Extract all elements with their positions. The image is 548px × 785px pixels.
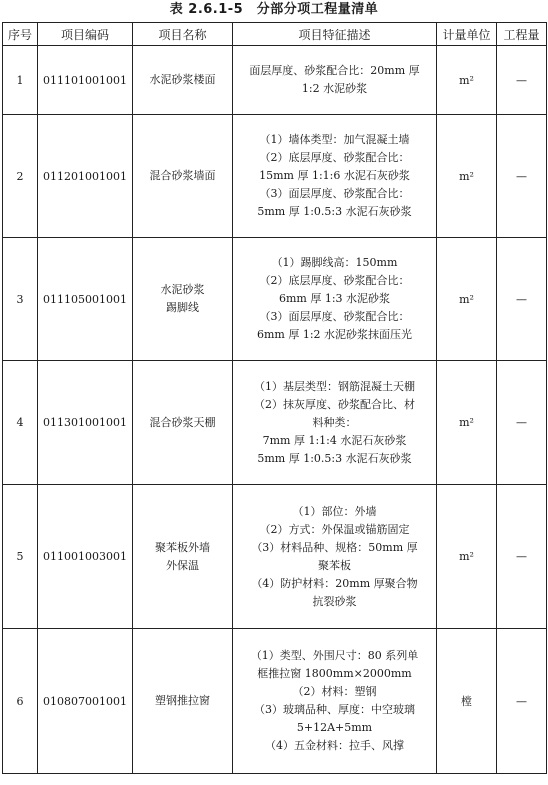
cell-name bbox=[133, 238, 233, 361]
cell-name bbox=[133, 485, 233, 629]
cell-no: 2 bbox=[3, 115, 38, 238]
cell-no: 5 bbox=[3, 485, 38, 629]
name-line: 塑钢推拉窗 bbox=[155, 694, 210, 707]
name-line: 踢脚线 bbox=[166, 301, 199, 314]
cell-desc bbox=[233, 238, 437, 361]
desc-line: （4）防护材料：20mm 厚聚合物 bbox=[251, 576, 418, 590]
table-title: 表 2.6.1-5 分部分项工程量清单 bbox=[169, 2, 379, 17]
name-line: 水泥砂浆 bbox=[160, 283, 205, 296]
desc-line: （2）底层厚度、砂浆配合比： bbox=[259, 151, 410, 164]
cell-no: 4 bbox=[3, 361, 38, 485]
cell-qty: — bbox=[497, 238, 547, 361]
table-row bbox=[3, 46, 547, 115]
header-name: 项目名称 bbox=[133, 23, 233, 46]
desc-line: 6mm 厚 1:3 水泥砂浆 bbox=[278, 292, 391, 305]
cell-qty: — bbox=[497, 46, 547, 115]
header-row bbox=[3, 23, 547, 46]
cell-qty: — bbox=[497, 361, 547, 485]
desc-line: 7mm 厚 1:1:4 水泥石灰砂浆 bbox=[262, 433, 407, 447]
cell-unit: m² bbox=[437, 238, 497, 361]
table-row bbox=[3, 238, 547, 361]
desc-line: 5mm 厚 1:0.5:3 水泥石灰砂浆 bbox=[257, 205, 412, 218]
desc-line: （2）方式：外保温或锚筋固定 bbox=[259, 522, 410, 536]
name-line: 混合砂浆墙面 bbox=[149, 169, 216, 182]
desc-line: 1:2 水泥砂浆 bbox=[301, 82, 368, 95]
cell-code: 011301001001 bbox=[38, 361, 133, 485]
cell-desc bbox=[233, 485, 437, 629]
cell-no: 3 bbox=[3, 238, 38, 361]
cell-unit: m² bbox=[437, 361, 497, 485]
cell-name bbox=[133, 361, 233, 485]
header-unit: 计量单位 bbox=[437, 23, 497, 46]
desc-line: 料种类： bbox=[312, 415, 357, 429]
desc-line: 5mm 厚 1:0.5:3 水泥石灰砂浆 bbox=[257, 451, 412, 465]
name-line: 外保温 bbox=[166, 558, 199, 572]
cell-desc bbox=[233, 115, 437, 238]
cell-code: 011101001001 bbox=[38, 46, 133, 115]
cell-qty: — bbox=[497, 485, 547, 629]
desc-line: （2）材料：塑钢 bbox=[292, 685, 377, 698]
header-desc: 项目特征描述 bbox=[233, 23, 437, 46]
cell-unit: m² bbox=[437, 485, 497, 629]
cell-code: 011105001001 bbox=[38, 238, 133, 361]
desc-line: （3）材料品种、规格：50mm 厚 bbox=[251, 540, 418, 554]
table-row bbox=[3, 485, 547, 629]
desc-line: 抗裂砂浆 bbox=[312, 594, 357, 608]
cell-name bbox=[133, 629, 233, 774]
cell-unit: m² bbox=[437, 115, 497, 238]
cell-unit: m² bbox=[437, 46, 497, 115]
cell-code: 011001003001 bbox=[38, 485, 133, 629]
desc-line: 5+12A+5mm bbox=[296, 721, 373, 734]
cell-name bbox=[133, 115, 233, 238]
table-row bbox=[3, 361, 547, 485]
desc-line: （1）类型、外围尺寸：80 系列单 bbox=[250, 649, 419, 662]
desc-line: 聚苯板 bbox=[318, 558, 351, 572]
cell-qty: — bbox=[497, 629, 547, 774]
desc-line: （2）抹灰厚度、砂浆配合比、材 bbox=[254, 397, 415, 411]
desc-line: 框推拉窗 1800mm×2000mm bbox=[257, 667, 412, 680]
desc-line: 15mm 厚 1:1:6 水泥石灰砂浆 bbox=[259, 169, 410, 182]
cell-no: 6 bbox=[3, 629, 38, 774]
cell-desc bbox=[233, 361, 437, 485]
cell-desc bbox=[233, 46, 437, 115]
desc-line: （1）部位：外墙 bbox=[292, 504, 377, 518]
header-no: 序号 bbox=[3, 23, 38, 46]
desc-line: 6mm 厚 1:2 水泥砂浆抹面压光 bbox=[256, 328, 413, 341]
name-line: 混合砂浆天棚 bbox=[149, 415, 216, 429]
desc-line: （3）面层厚度、砂浆配合比： bbox=[259, 310, 410, 323]
desc-line: （1）基层类型：钢筋混凝土天棚 bbox=[254, 379, 415, 393]
name-line: 聚苯板外墙 bbox=[155, 540, 210, 554]
cell-unit: 樘 bbox=[437, 629, 497, 774]
header-code: 项目编码 bbox=[38, 23, 133, 46]
cell-no: 1 bbox=[3, 46, 38, 115]
table-row bbox=[3, 115, 547, 238]
table-row bbox=[3, 629, 547, 774]
desc-line: （1）踢脚线高：150mm bbox=[271, 256, 398, 269]
desc-line: （1）墙体类型：加气混凝土墙 bbox=[259, 133, 410, 146]
header-qty: 工程量 bbox=[497, 23, 547, 46]
cell-code: 011201001001 bbox=[38, 115, 133, 238]
cell-qty: — bbox=[497, 115, 547, 238]
desc-line: （3）玻璃品种、厚度：中空玻璃 bbox=[254, 703, 415, 716]
cell-desc bbox=[233, 629, 437, 774]
desc-line: （3）面层厚度、砂浆配合比： bbox=[259, 187, 410, 200]
cell-code: 010807001001 bbox=[38, 629, 133, 774]
desc-line: 面层厚度、砂浆配合比：20mm 厚 bbox=[249, 64, 420, 77]
desc-line: （2）底层厚度、砂浆配合比： bbox=[259, 274, 410, 287]
bill-of-quantities-table bbox=[2, 22, 547, 774]
desc-line: （4）五金材料：拉手、风撑 bbox=[265, 739, 404, 752]
name-line: 水泥砂浆楼面 bbox=[149, 73, 216, 86]
cell-name bbox=[133, 46, 233, 115]
